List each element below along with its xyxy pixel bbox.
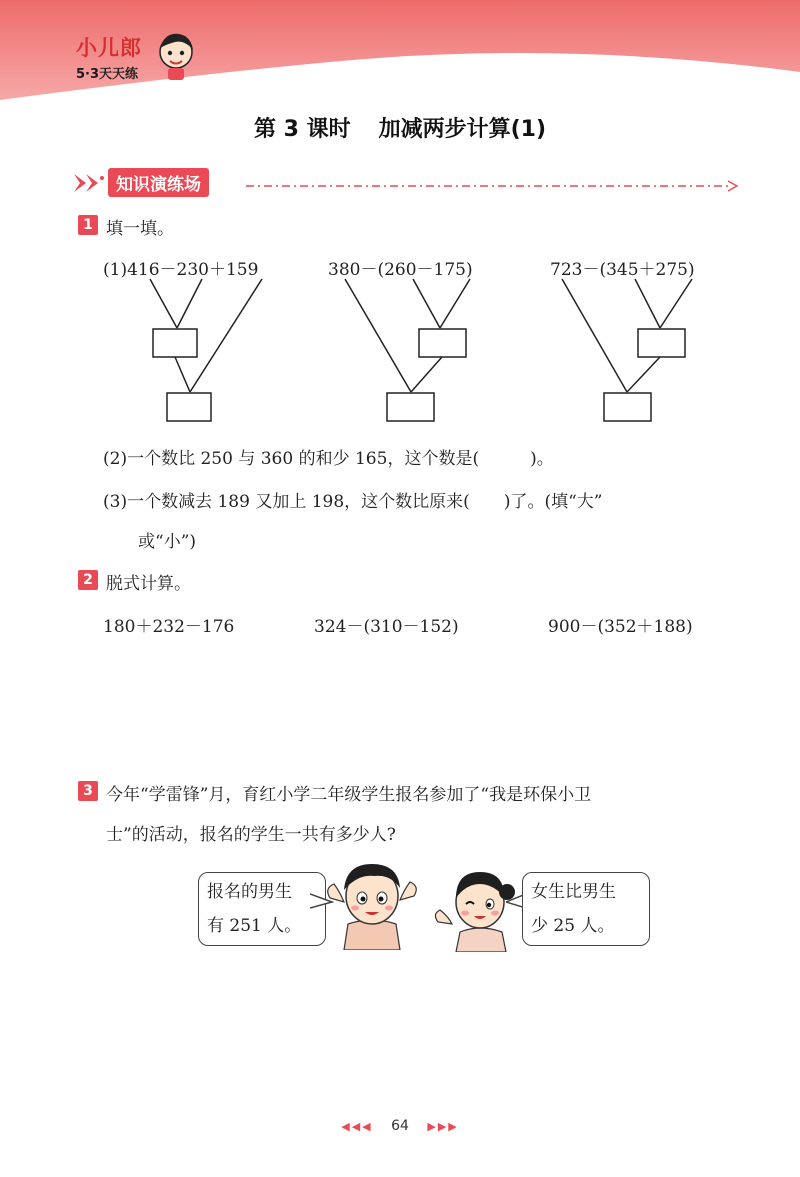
q2-expr-1: 180＋232－176	[103, 617, 235, 637]
q1-prompt: 填一填。	[106, 219, 174, 239]
boy-bubble-line-2: 有 251 人。	[207, 916, 302, 936]
page-number: 64	[391, 1118, 409, 1134]
q1-part-3-line-2: 或“小”)	[138, 532, 197, 552]
q1-part-3-line-1: (3)一个数减去 189 又加上 198，这个数比原来( )了。(填“大”	[103, 492, 603, 512]
q1-tree-diagrams	[0, 270, 800, 430]
q3-text-line-1: 今年“学雷锋”月，育红小学二年级学生报名参加了“我是环保小卫	[106, 785, 592, 805]
q1-part-2: (2)一个数比 250 与 360 的和少 165，这个数是( )。	[103, 449, 554, 469]
q1-number: 1	[78, 215, 98, 235]
section-divider	[246, 180, 738, 192]
section-title: 知识演练场	[108, 168, 209, 197]
q2-number: 2	[78, 570, 98, 590]
q1-tree-1-box-2[interactable]	[167, 393, 211, 421]
q3-text-line-2: 士”的活动，报名的学生一共有多少人?	[106, 825, 396, 845]
q1-tree-3-box-1[interactable]	[638, 329, 685, 357]
right-arrows-icon: ▶▶▶	[427, 1120, 459, 1133]
q2-expr-3: 900－(352＋188)	[548, 617, 693, 637]
boy-speech-bubble	[198, 872, 326, 946]
q2-prompt: 脱式计算。	[106, 574, 191, 594]
q1-tree-2-box-1[interactable]	[419, 329, 466, 357]
q1-tree-1-expr: (1)416－230＋159	[103, 260, 259, 280]
left-arrows-icon: ◀◀◀	[341, 1120, 373, 1133]
lesson-label: 第 3 课时	[253, 117, 351, 142]
q2-expr-2: 324－(310－152)	[314, 617, 459, 637]
brand-subtitle: 5·3天天练	[76, 67, 139, 82]
q1-tree-2-box-2[interactable]	[387, 393, 434, 421]
boy-illustration	[322, 858, 422, 950]
girl-bubble-line-2: 少 25 人。	[531, 916, 615, 936]
q1-tree-3-box-2[interactable]	[604, 393, 651, 421]
q1-tree-1-box-1[interactable]	[153, 329, 197, 357]
lesson-name: 加减两步计算(1)	[378, 117, 547, 142]
q3-number: 3	[78, 781, 98, 801]
q1-tree-2-expr: 380－(260－175)	[328, 260, 473, 280]
page-footer	[0, 1118, 800, 1134]
double-arrow-icon	[72, 170, 106, 196]
girl-bubble-line-1: 女生比男生	[531, 882, 616, 902]
girl-speech-bubble	[522, 872, 650, 946]
brand-title: 小儿郎	[76, 36, 142, 60]
boy-bubble-line-1: 报名的男生	[207, 882, 292, 902]
mascot-icon	[155, 30, 197, 82]
lesson-title	[0, 112, 800, 143]
q1-tree-3-expr: 723－(345＋275)	[550, 260, 695, 280]
